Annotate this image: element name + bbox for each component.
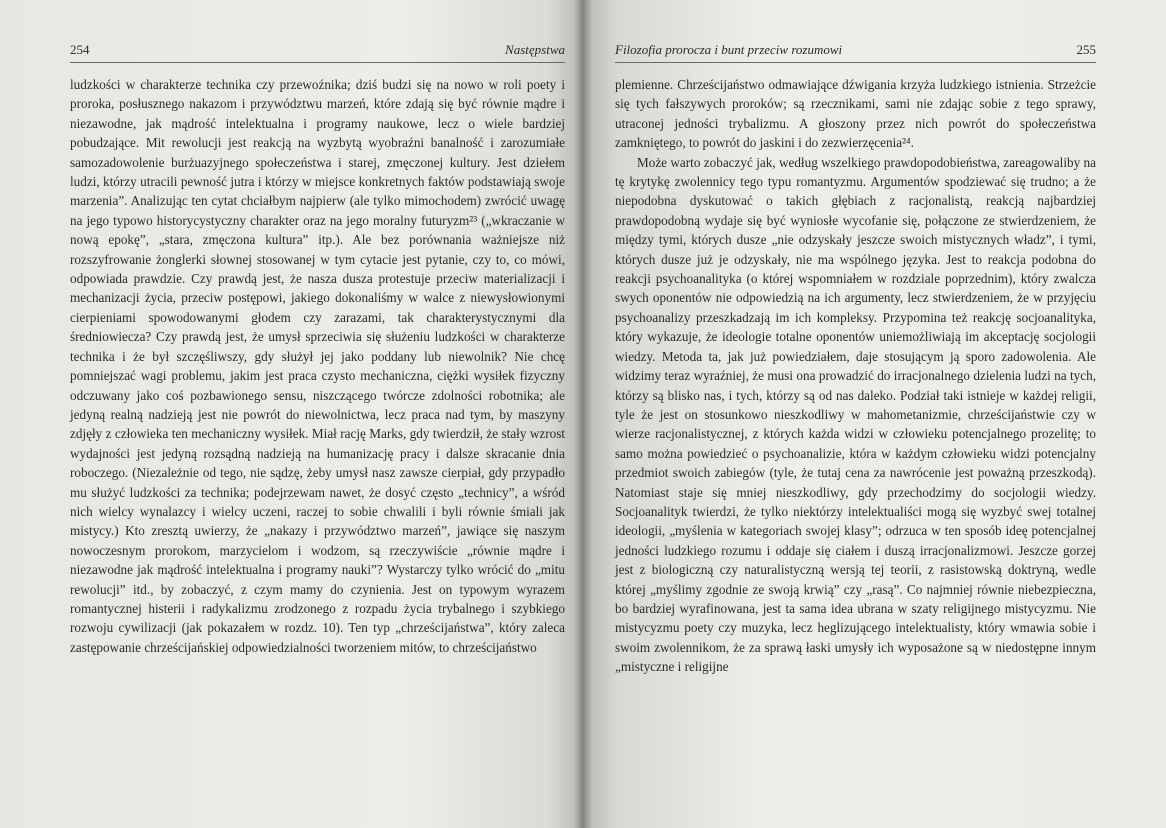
left-page-body xyxy=(70,75,565,657)
right-page-number: 255 xyxy=(1076,42,1096,57)
left-page-header xyxy=(70,42,565,63)
right-paragraph-1: plemienne. Chrześcijaństwo odmawiające dźwigania krzyża ludzkiego istnienia. Strzeżcie się tych fałszywych proroków; są rzecznikami, sami nie zdając sobie z tego sprawy, utraconej jedności trybalizmu. A głoszony przez nich powrót do społeczeństwa zamkniętego, to powrót do jaskini i do zezwierzęcenia²⁴. xyxy=(615,77,1096,151)
right-page-header xyxy=(615,42,1096,63)
left-page-number: 254 xyxy=(70,42,90,57)
right-running-head: Filozofia proroczа i bunt przeciw rozumowi xyxy=(615,42,843,57)
left-paragraph-1: ludzkości w charakterze technika czy przewoźnika; dziś budzi się na nowo w roli poety i proroka, posłusznego nakazom i przywództwu marzeń, które zdają się być równie mądre i niezawodne, jak mądrość intelektualna i programy naukowe, lecz o wiele bardziej pobudzające. Mit rewolucji jest reakcją na wyzbytą wyobraźni banalność i zarozumiałe samozadowolenie burżuazyjnego społeczeństwa i starej, zmęczonej kultury. Jest dziełem ludzi, którzy utracili pewność jutra i którzy w miejsce konkretnych faktów podstawiają swoje marzenia”. Analizując ten cytat chciałbym najpierw (ale tylko mimochodem) zwrócić uwagę na jego typowo historycystyczny charakter oraz na jego moralny futuryzm²³ („wkraczanie w nową epokę”, „stara, zmęczona kultura” itp.). Ale bez porównania ważniejsze niż rozszyfrowanie żonglerki słownej stosowanej w tym cytacie jest pytanie, czy to, co mówi, odpowiada prawdzie. Czy prawdą jest, że nasza dusza protestuje przeciw materializacji i mechanizacji życia, przeciw postępowi, jakiego dokonaliśmy w walce z niewysłowionymi cierpieniami spowodowanymi głodem czy zarazami, tak charakterystycznymi dla średniowiecza? Czy prawdą jest, że umysł sprzeciwia się służeniu ludzkości w charakterze technika i że był szczęśliwszy, gdy służył jej jako poddany lub niewolnik? Nie chcę pomniejszać wagi problemu, jakim jest praca czysto mechaniczna, ciężki wysiłek fizyczny odczuwany jako coś pozbawionego sensu, niszczącego twórcze zdolności robotnika; ale jedyną realną nadzieją jest nie powrót do niewolnictwa, lecz praca nad tym, by maszyny zdjęły z człowieka ten mechaniczny wysiłek. Miał rację Marks, gdy twierdził, że stały wzrost wydajności jest jedyną rozsądną nadzieją na humanizację pracy i dalsze skracanie dnia roboczego. (Niezależnie od tego, nie sądzę, żeby umysł nasz zawsze cierpiał, gdy przypadło mu służyć ludzkości za technika; podejrzewam nawet, że dosyć często „technicy”, a wśród nich wielcy wynalazcy i wielcy uczeni, raczej to sobie chwalili i byli równie śmiali jak mistycy.) Kto zresztą uwierzy, że „nakazy i przywództwo marzeń”, jawiące się naszym nowoczesnym prorokom, marzycielom i wodzom, są rzeczywiście „równie mądre i niezawodne jak mądrość intelektualna i programy nauki”? Wystarczy tylko wrócić do „mitu rewolucji” itd., by zobaczyć, z czym mamy do czynienia. Jest on typowym wyrazem romantycznej histerii i radykalizmu zrodzonego z rozpadu życia trybalnego i szybkiego rozwoju cywilizacji (jak pokazałem w rozdz. 10). Ten typ „chrześcijaństwa”, który zaleca zastępowanie chrześcijańskiej odpowiedzialności tworzeniem mitów, to chrześcijaństwo xyxy=(70,77,565,655)
left-running-head: Następstwa xyxy=(505,42,565,57)
right-page-body xyxy=(615,75,1096,677)
right-page xyxy=(583,0,1166,828)
right-paragraph-2: Może warto zobaczyć jak, według wszelkiego prawdopodobieństwa, zareagowaliby na tę krytykę zwolennicy tego typu romantyzmu. Argumentów spodziewać się trudno; a że niepodobna dyskutować o takich głębiach z racjonalistą, reakcją najbardziej prawdopodobną wydaje się być wyniosłe wycofanie się, połączone ze stwierdzeniem, że między tymi, których dusze „nie odzyskały jeszcze swoich mistycznych władz”, i tymi, których dusze już je odzyskały, nie ma wspólnego języka. Jest to reakcja podobna do reakcji psychoanalityka (o której wspomniałem w rozdziale poprzednim), który zwalcza swych oponentów nie odpowiedzią na ich argumenty, lecz stwierdzeniem, że w przyjęciu psychoanalizy przeszkadzają im ich kompleksy. Przypomina też reakcję socjoanalityka, który wykazuje, że ideologie totalne oponentów uniemożliwiają im akceptację socjologii wiedzy. Metoda ta, jak już powiedziałem, daje stosującym ją sporo zadowolenia. Ale widzimy teraz wyraźniej, że musi ona prowadzić do irracjonalnego dzielenia ludzi na tych, którzy są blisko nas, i tych, którzy są od nas daleko. Podział taki istnieje w każdej religii, tyle że jest on stosunkowo nieszkodliwy w mahometanizmie, chrześcijaństwie czy w wierze racjonalistycznej, z których każda widzi w człowieku potencjalnego prozelitę; to samo można powiedzieć o psychoanalizie, która w każdym człowieku widzi potencjalny przedmiot swoich zabiegów (tyle, że tutaj cena za nawrócenie jest poważną przeszkodą). Natomiast staje się mniej nieszkodliwy, gdy przechodzimy do socjologii wiedzy. Socjoanalityk twierdzi, że tylko niektórzy intelektualiści mogą się wyzbyć swej totalnej ideologii, „myślenia w kategoriach swojej klasy”; odrzuca w ten sposób ideę potencjalnej jedności ludzkiego rozumu i oddaje się ciałem i duszą irracjonalizmowi. Jeszcze gorzej jest z biologiczną czy naturalistyczną wersją tej teorii, z rasistowską doktryną, wedle której „myślimy zgodnie ze swoją krwią” czy „rasą”. Co najmniej równie niebezpieczna, bo bardziej wyrafinowana, jest ta sama idea ubrana w szaty religijnego mistycyzmu. Nie mistycyzmu poety czy muzyka, lecz heglizującego intelektualisty, który wmawia sobie i swoim zwolennikom, że za sprawą łaski umysły ich wyposażone są w niedostępne innym „mistyczne i religijne xyxy=(615,154,1096,675)
